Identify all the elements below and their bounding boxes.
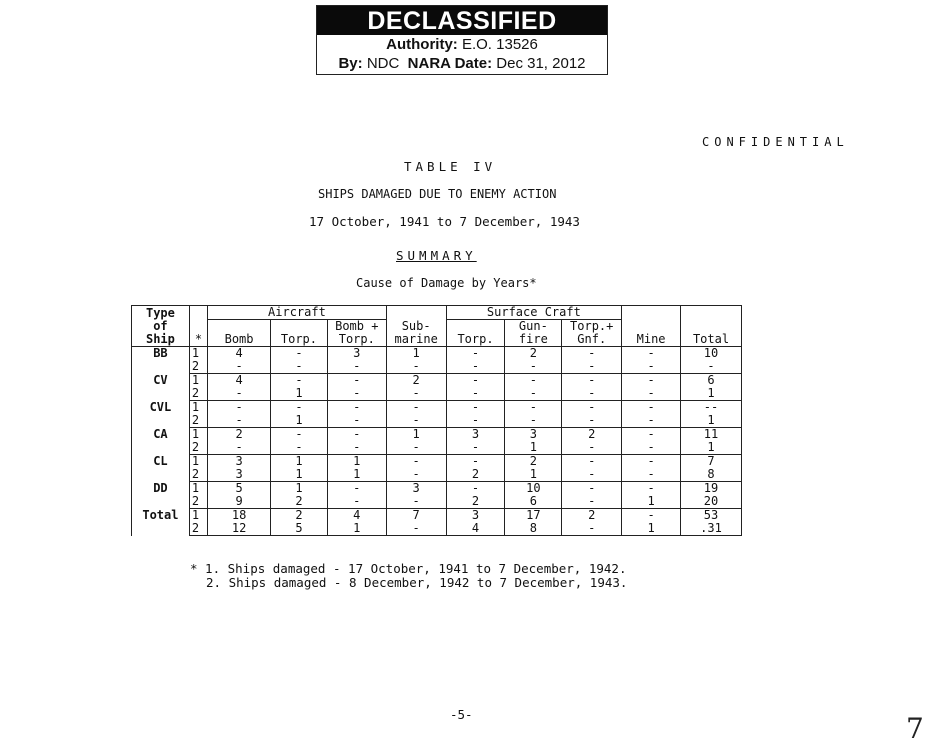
ship-type-cell: DD bbox=[132, 482, 190, 509]
table-body bbox=[132, 347, 742, 536]
value-cell: - bbox=[208, 401, 271, 415]
value-cell: - bbox=[562, 468, 622, 482]
value-cell: - bbox=[622, 401, 681, 415]
table-row bbox=[132, 522, 742, 536]
value-cell: 11 bbox=[681, 428, 742, 442]
value-cell: - bbox=[446, 401, 505, 415]
value-cell: - bbox=[622, 387, 681, 401]
value-cell: 17 bbox=[505, 509, 562, 523]
value-cell: - bbox=[622, 509, 681, 523]
value-cell: 1 bbox=[681, 441, 742, 455]
year-marker-cell: 2 bbox=[189, 441, 207, 455]
value-cell: - bbox=[562, 482, 622, 496]
value-cell: 1 bbox=[271, 468, 328, 482]
value-cell: - bbox=[327, 482, 386, 496]
header-bomb: Bomb bbox=[208, 320, 271, 347]
value-cell: - bbox=[562, 522, 622, 536]
table-row bbox=[132, 401, 742, 415]
year-marker-cell: 1 bbox=[189, 482, 207, 496]
value-cell: 19 bbox=[681, 482, 742, 496]
year-marker-cell: 1 bbox=[189, 401, 207, 415]
table-row bbox=[132, 428, 742, 442]
year-marker-cell: 1 bbox=[189, 374, 207, 388]
value-cell: - bbox=[386, 522, 446, 536]
value-cell: 1 bbox=[622, 522, 681, 536]
value-cell: - bbox=[562, 455, 622, 469]
value-cell: 3 bbox=[208, 455, 271, 469]
value-cell: - bbox=[622, 360, 681, 374]
value-cell: 12 bbox=[208, 522, 271, 536]
year-marker-cell: 1 bbox=[189, 509, 207, 523]
table-row bbox=[132, 360, 742, 374]
header-row-1 bbox=[132, 306, 742, 320]
value-cell: 8 bbox=[681, 468, 742, 482]
value-cell: - bbox=[208, 360, 271, 374]
value-cell: - bbox=[562, 387, 622, 401]
stamp-authority-value: E.O. 13526 bbox=[461, 36, 538, 53]
table-row bbox=[132, 455, 742, 469]
value-cell: 1 bbox=[327, 522, 386, 536]
value-cell: - bbox=[327, 414, 386, 428]
value-cell: 7 bbox=[681, 455, 742, 469]
year-marker-cell: 2 bbox=[189, 495, 207, 509]
handwritten-mark: 7 bbox=[906, 712, 924, 745]
value-cell: 6 bbox=[505, 495, 562, 509]
value-cell: 2 bbox=[562, 428, 622, 442]
declassified-stamp bbox=[316, 5, 608, 75]
value-cell: 2 bbox=[271, 509, 328, 523]
value-cell: 7 bbox=[386, 509, 446, 523]
header-total: Total bbox=[681, 306, 742, 347]
value-cell: - bbox=[681, 360, 742, 374]
value-cell: - bbox=[208, 387, 271, 401]
value-cell: - bbox=[446, 441, 505, 455]
value-cell: - bbox=[327, 360, 386, 374]
value-cell: 1 bbox=[271, 387, 328, 401]
value-cell: 1 bbox=[327, 468, 386, 482]
year-marker-cell: 2 bbox=[189, 522, 207, 536]
value-cell: 18 bbox=[208, 509, 271, 523]
header-marker: * bbox=[189, 306, 207, 347]
value-cell: 3 bbox=[208, 468, 271, 482]
header-surface-torp: Torp. bbox=[446, 320, 505, 347]
value-cell: - bbox=[446, 374, 505, 388]
table-row bbox=[132, 509, 742, 523]
ship-type-cell: CV bbox=[132, 374, 190, 401]
value-cell: - bbox=[271, 401, 328, 415]
value-cell: 4 bbox=[208, 347, 271, 361]
value-cell: 3 bbox=[446, 428, 505, 442]
value-cell: - bbox=[622, 455, 681, 469]
stamp-nara-label: NARA Date: bbox=[407, 55, 493, 72]
value-cell: - bbox=[386, 414, 446, 428]
value-cell: - bbox=[386, 455, 446, 469]
header-aircraft: Aircraft bbox=[208, 306, 387, 320]
value-cell: - bbox=[271, 360, 328, 374]
value-cell: - bbox=[386, 401, 446, 415]
value-cell: 9 bbox=[208, 495, 271, 509]
date-range: 17 October, 1941 to 7 December, 1943 bbox=[309, 214, 580, 229]
footnote-2: 2. Ships damaged - 8 December, 1942 to 7 December, 1943. bbox=[206, 575, 628, 590]
header-gunfire: Gun- fire bbox=[505, 320, 562, 347]
header-aircraft-torp: Torp. bbox=[271, 320, 328, 347]
value-cell: 1 bbox=[681, 414, 742, 428]
value-cell: - bbox=[271, 347, 328, 361]
value-cell: 1 bbox=[386, 347, 446, 361]
value-cell: - bbox=[505, 387, 562, 401]
value-cell: - bbox=[622, 482, 681, 496]
value-cell: 10 bbox=[681, 347, 742, 361]
value-cell: - bbox=[505, 360, 562, 374]
value-cell: - bbox=[446, 387, 505, 401]
value-cell: - bbox=[327, 401, 386, 415]
value-cell: 8 bbox=[505, 522, 562, 536]
stamp-by-line bbox=[317, 54, 607, 73]
stamp-by-label: By: bbox=[338, 55, 363, 72]
year-marker-cell: 1 bbox=[189, 347, 207, 361]
value-cell: 2 bbox=[271, 495, 328, 509]
document-subtitle: SHIPS DAMAGED DUE TO ENEMY ACTION bbox=[318, 187, 557, 201]
value-cell: 20 bbox=[681, 495, 742, 509]
value-cell: - bbox=[562, 347, 622, 361]
summary-heading: SUMMARY bbox=[396, 248, 477, 263]
value-cell: - bbox=[622, 347, 681, 361]
value-cell: 2 bbox=[505, 455, 562, 469]
value-cell: - bbox=[271, 374, 328, 388]
value-cell: 1 bbox=[681, 387, 742, 401]
ship-type-cell: Total bbox=[132, 509, 190, 536]
value-cell: - bbox=[208, 414, 271, 428]
value-cell: - bbox=[505, 374, 562, 388]
year-marker-cell: 2 bbox=[189, 468, 207, 482]
value-cell: 5 bbox=[208, 482, 271, 496]
value-cell: 1 bbox=[271, 455, 328, 469]
value-cell: - bbox=[208, 441, 271, 455]
value-cell: - bbox=[386, 360, 446, 374]
stamp-authority bbox=[317, 35, 607, 54]
stamp-authority-label: Authority: bbox=[386, 36, 458, 53]
value-cell: 4 bbox=[208, 374, 271, 388]
stamp-title: DECLASSIFIED bbox=[317, 6, 607, 35]
value-cell: 1 bbox=[386, 428, 446, 442]
table-row bbox=[132, 414, 742, 428]
value-cell: - bbox=[562, 360, 622, 374]
year-marker-cell: 2 bbox=[189, 360, 207, 374]
value-cell: - bbox=[622, 374, 681, 388]
value-cell: - bbox=[562, 495, 622, 509]
value-cell: - bbox=[327, 374, 386, 388]
table-row bbox=[132, 441, 742, 455]
value-cell: 2 bbox=[562, 509, 622, 523]
value-cell: 1 bbox=[271, 414, 328, 428]
value-cell: - bbox=[446, 414, 505, 428]
year-marker-cell: 2 bbox=[189, 387, 207, 401]
value-cell: 1 bbox=[622, 495, 681, 509]
value-cell: 2 bbox=[208, 428, 271, 442]
value-cell: 3 bbox=[327, 347, 386, 361]
value-cell: 2 bbox=[505, 347, 562, 361]
value-cell: 10 bbox=[505, 482, 562, 496]
value-cell: 5 bbox=[271, 522, 328, 536]
value-cell: - bbox=[386, 468, 446, 482]
value-cell: - bbox=[562, 374, 622, 388]
value-cell: 3 bbox=[386, 482, 446, 496]
value-cell: - bbox=[386, 495, 446, 509]
footnote-1: * 1. Ships damaged - 17 October, 1941 to 7 December, 1942. bbox=[190, 561, 627, 576]
value-cell: 6 bbox=[681, 374, 742, 388]
value-cell: - bbox=[327, 428, 386, 442]
value-cell: - bbox=[622, 468, 681, 482]
value-cell: 3 bbox=[446, 509, 505, 523]
value-cell: - bbox=[446, 455, 505, 469]
value-cell: .31 bbox=[681, 522, 742, 536]
value-cell: 4 bbox=[446, 522, 505, 536]
value-cell: - bbox=[271, 428, 328, 442]
value-cell: - bbox=[622, 441, 681, 455]
table-row bbox=[132, 468, 742, 482]
table-row bbox=[132, 347, 742, 361]
stamp-by-value: NDC bbox=[366, 55, 400, 72]
stamp-nara-value: Dec 31, 2012 bbox=[496, 55, 586, 72]
value-cell: 1 bbox=[327, 455, 386, 469]
year-marker-cell: 1 bbox=[189, 428, 207, 442]
ship-type-cell: CA bbox=[132, 428, 190, 455]
classification-label: CONFIDENTIAL bbox=[702, 135, 849, 149]
header-mine: Mine bbox=[622, 306, 681, 347]
value-cell: - bbox=[327, 387, 386, 401]
page-number: -5- bbox=[450, 707, 473, 722]
value-cell: - bbox=[505, 414, 562, 428]
header-type-of-ship: Type of Ship bbox=[132, 306, 190, 347]
value-cell: - bbox=[562, 441, 622, 455]
year-marker-cell: 2 bbox=[189, 414, 207, 428]
value-cell: - bbox=[386, 441, 446, 455]
value-cell: - bbox=[505, 401, 562, 415]
value-cell: 3 bbox=[505, 428, 562, 442]
value-cell: - bbox=[386, 387, 446, 401]
header-submarine: Sub- marine bbox=[386, 306, 446, 347]
header-torp-gnf: Torp.+ Gnf. bbox=[562, 320, 622, 347]
value-cell: -- bbox=[681, 401, 742, 415]
value-cell: - bbox=[327, 495, 386, 509]
value-cell: - bbox=[622, 428, 681, 442]
table-title: TABLE IV bbox=[404, 159, 497, 174]
value-cell: 1 bbox=[505, 441, 562, 455]
value-cell: 2 bbox=[446, 495, 505, 509]
value-cell: - bbox=[562, 401, 622, 415]
value-cell: 1 bbox=[271, 482, 328, 496]
value-cell: - bbox=[446, 347, 505, 361]
ship-type-cell: CL bbox=[132, 455, 190, 482]
value-cell: - bbox=[271, 441, 328, 455]
ship-type-cell: BB bbox=[132, 347, 190, 374]
cause-line: Cause of Damage by Years* bbox=[356, 276, 537, 290]
table-row bbox=[132, 482, 742, 496]
damage-table bbox=[131, 305, 742, 536]
value-cell: - bbox=[622, 414, 681, 428]
value-cell: - bbox=[446, 360, 505, 374]
value-cell: - bbox=[562, 414, 622, 428]
table-row bbox=[132, 495, 742, 509]
header-surface-craft: Surface Craft bbox=[446, 306, 622, 320]
ship-type-cell: CVL bbox=[132, 401, 190, 428]
table-row bbox=[132, 374, 742, 388]
value-cell: 4 bbox=[327, 509, 386, 523]
value-cell: - bbox=[446, 482, 505, 496]
table-row bbox=[132, 387, 742, 401]
value-cell: 2 bbox=[386, 374, 446, 388]
value-cell: - bbox=[327, 441, 386, 455]
header-bomb-torp: Bomb + Torp. bbox=[327, 320, 386, 347]
value-cell: 53 bbox=[681, 509, 742, 523]
year-marker-cell: 1 bbox=[189, 455, 207, 469]
value-cell: 2 bbox=[446, 468, 505, 482]
value-cell: 1 bbox=[505, 468, 562, 482]
